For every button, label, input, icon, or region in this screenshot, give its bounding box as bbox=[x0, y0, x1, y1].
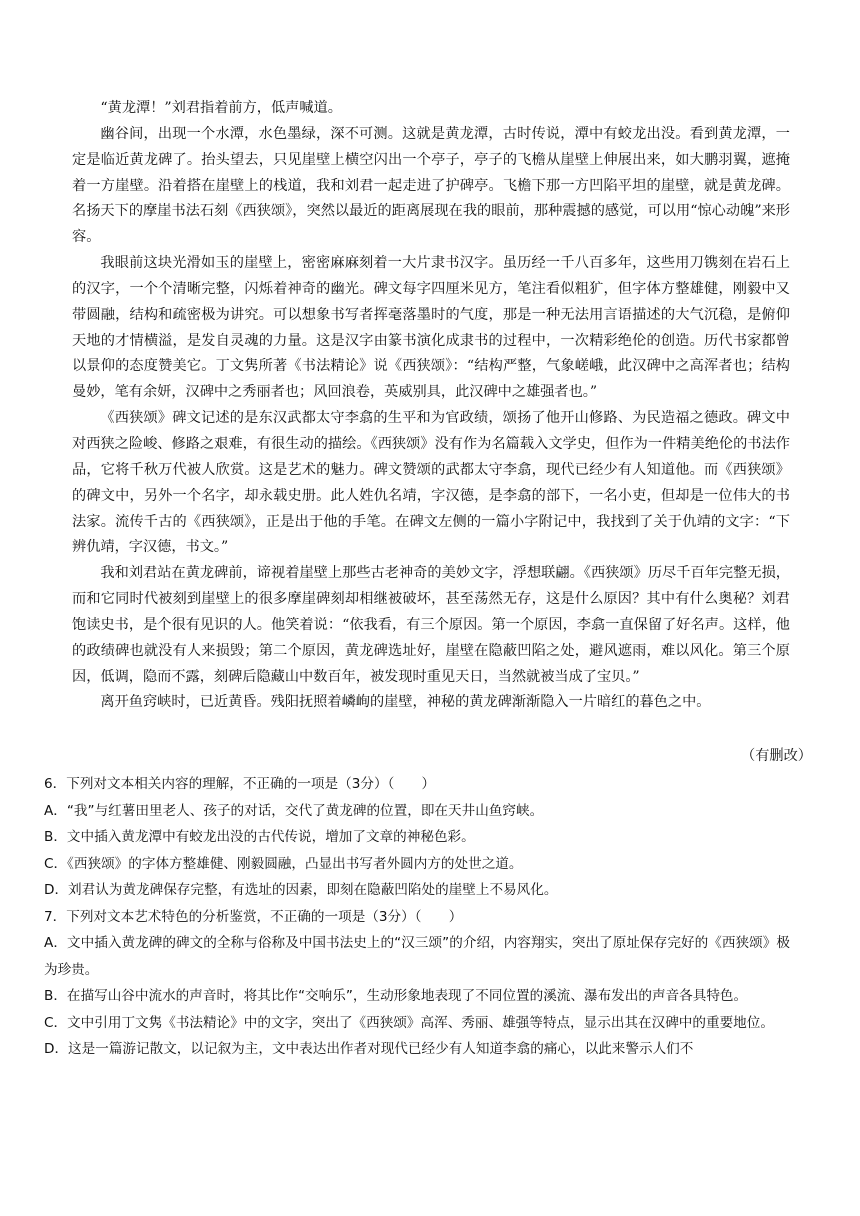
passage-paragraph: 《西狭颂》碑文记述的是东汉武都太守李翕的生平和为官政绩，颂扬了他开山修路、为民造福之德政。碑文中对西狭之险峻、修路之艰难，有很生动的描绘。《西狭颂》没有作为名篇载入文学史，但作为一件精美绝伦的书法作品，它将千秋万代被人欣赏。这是艺术的魅力。碑文赞颂的武都太守李翕，现代已经少有人知道他。而《西狭颂》的碑文中，另外一个名字，却永载史册。此人姓仇名靖，字汉德，是李翕的部下，一名小吏，但却是一位伟大的书法家。流传千古的《西狭颂》，正是出于他的手笔。在碑文左侧的一篇小字附记中，我找到了关于仇靖的文字：“下辨仇靖，字汉德，书文。” bbox=[72, 410, 790, 556]
question-option: A．文中插入黄龙碑的碑文的全称与俗称及中国书法史上的“汉三颂”的介绍，内容翔实，突出了原址保存完好的《西狭颂》极为珍贵。 bbox=[44, 935, 790, 978]
question-option: D．刘君认为黄龙碑保存完整，有选址的因素，即刻在隐蔽凹陷处的崖壁上不易风化。 bbox=[44, 882, 558, 898]
question-stem: 6．下列对文本相关内容的理解，不正确的一项是（3分）（ ） bbox=[44, 776, 436, 792]
question-option: C．《西狭颂》的字体方整雄健、刚毅圆融，凸显出书写者外圆内方的处世之道。 bbox=[44, 855, 523, 872]
passage-paragraph: 幽谷间，出现一个水潭，水色墨绿，深不可测。这就是黄龙潭，古时传说，潭中有蛟龙出没。看到黄龙潭，一定是临近黄龙碑了。抬头望去，只见崖壁上横空闪出一个亭子，亭子的飞檐从崖壁上伸展出来，如大鹏羽翼，遮掩着一方崖壁。沿着搭在崖壁上的栈道，我和刘君一起走进了护碑亭。飞檐下那一方凹陷平坦的崖壁，就是黄龙碑。名扬天下的摩崖书法石刻《西狭颂》，突然以最近的距离展现在我的眼前，那种震撼的感觉，可以用“惊心动魄”来形容。 bbox=[72, 125, 790, 246]
question-option: A．“我”与红薯田里老人、孩子的对话，交代了黄龙碑的位置，即在天井山鱼窍峡。 bbox=[44, 802, 544, 819]
question-option: B．在描写山谷中流水的声音时，将其比作“交响乐”，生动形象地表现了不同位置的溪流、瀑布发出的声音各具特色。 bbox=[44, 988, 748, 1004]
source-note: （有删改） bbox=[741, 748, 812, 764]
question-section bbox=[44, 771, 790, 1063]
question-option: D．这是一篇游记散文，以记叙为主，文中表达出作者对现代已经少有人知道李翕的痛心，以此来警示人们不 bbox=[44, 1041, 694, 1057]
reading-passage bbox=[72, 96, 790, 716]
question-option: C．文中引用丁文隽《书法精论》中的文字，突出了《西狭颂》高浑、秀丽、雄强等特点，显示出其在汉碑中的重要地位。 bbox=[44, 1014, 774, 1031]
passage-paragraph: 离开鱼窍峡时，已近黄昏。残阳抚照着嶙峋的崖壁，神秘的黄龙碑渐渐隐入一片暗红的暮色之中。 bbox=[100, 694, 711, 711]
passage-paragraph: 我和刘君站在黄龙碑前，谛视着崖壁上那些古老神奇的美妙文字，浮想联翩。《西狭颂》历尽千百年完整无损，而和它同时代被刻到崖壁上的很多摩崖碑刻却相继被破坏，甚至荡然无存，这是什么原因？其中有什么奥秘？刘君饱读史书，是个很有见识的人。他笑着说：“依我看，有三个原因。第一个原因，李翕一直保留了好名声。这样，他的政绩碑也就没有人来损毁；第二个原因，黄龙碑选址好，崖壁在隐蔽凹陷之处，避风遮雨，难以风化。第三个原因，低调，隐而不露，刻碑后隐藏山中数百年，被发现时重见天日，当然就被当成了宝贝。” bbox=[72, 565, 790, 685]
passage-paragraph: 我眼前这块光滑如玉的崖壁上，密密麻麻刻着一大片隶书汉字。虽历经一千八百多年，这些用刀镌刻在岩石上的汉字，一个个清晰完整，闪烁着神奇的幽光。碑文每字四厘米见方，笔注看似粗犷，但字体方整雄健，刚毅中又带圆融，结构和疏密极为讲究。可以想象书写者挥毫落墨时的气度，那是一种无法用言语描述的大气沉稳，是俯仰天地的才情横溢，是发自灵魂的力量。这是汉字由篆书演化成隶书的过程中，一次精彩绝伦的创造。历代书家都曾以景仰的态度赞美它。丁文隽所著《书法精论》说《西狭颂》：“结构严整，气象嵯峨，此汉碑中之高浑者也；结构曼妙，笔有余妍，汉碑中之秀丽者也；风回浪卷，英威别具，此汉碑中之雄强者也。” bbox=[72, 255, 790, 401]
passage-paragraph: “黄龙潭！”刘君指着前方，低声喊道。 bbox=[100, 100, 342, 116]
question-option: B．文中插入黄龙潭中有蛟龙出没的古代传说，增加了文章的神秘色彩。 bbox=[44, 829, 475, 845]
question-stem: 7．下列对文本艺术特色的分析鉴赏，不正确的一项是（3分）（ ） bbox=[44, 908, 463, 925]
